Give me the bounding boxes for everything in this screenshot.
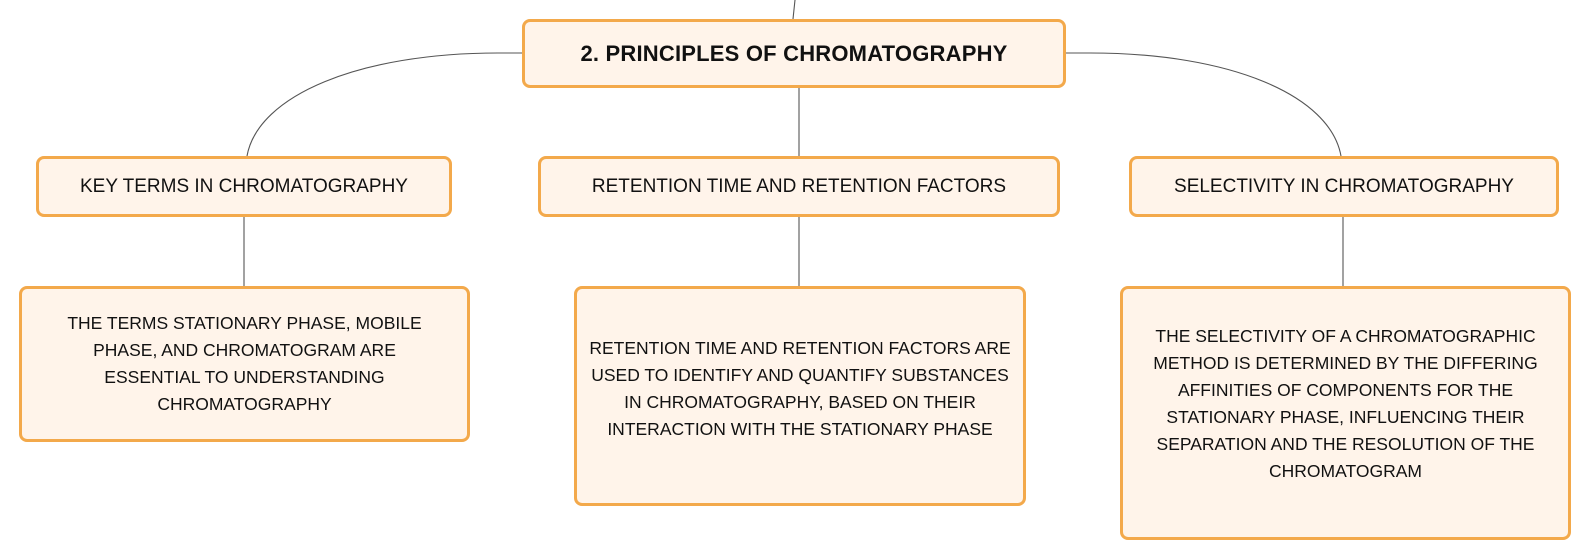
branch-title-retention: RETENTION TIME AND RETENTION FACTORS [591,175,1007,197]
detail-node-selectivity[interactable] [1120,286,1571,540]
detail-text-key-terms: THE TERMS STATIONARY PHASE, MOBILE PHASE, AND CHROMATOGRAM ARE ESSENTIAL TO UNDERSTANDING CHROMATOGRAPHY [67,313,422,414]
detail-node-retention[interactable] [574,286,1026,506]
root-topic-node[interactable] [522,19,1066,88]
branch-node-retention[interactable] [538,156,1060,217]
branch-node-key-terms[interactable] [36,156,452,217]
detail-text-selectivity: THE SELECTIVITY OF A CHROMATOGRAPHIC METHOD IS DETERMINED BY THE DIFFERING AFFINITIES OF COMPONENTS FOR THE STATIONARY PHASE, INFLUENCING THEIR SEPARATION AND THE RESOLUTION OF THE CHROMATOGRAM [1153,326,1538,481]
root-topic-title: 2. PRINCIPLES OF CHROMATOGRAPHY [580,40,1008,66]
connector-parent-to-root [793,0,795,19]
detail-text-retention: RETENTION TIME AND RETENTION FACTORS ARE USED TO IDENTIFY AND QUANTIFY SUBSTANCES IN CHROMATOGRAPHY, BASED ON THEIR INTERACTION WITH THE STATIONARY PHASE [589,338,1011,439]
branch-title-key-terms: KEY TERMS IN CHROMATOGRAPHY [80,175,408,197]
branch-title-selectivity: SELECTIVITY IN CHROMATOGRAPHY [1174,175,1514,197]
detail-node-key-terms[interactable] [19,286,470,442]
branch-node-selectivity[interactable] [1129,156,1559,217]
connector-root-to-branch-1 [247,53,522,156]
connector-root-to-branch-3 [1066,53,1341,156]
